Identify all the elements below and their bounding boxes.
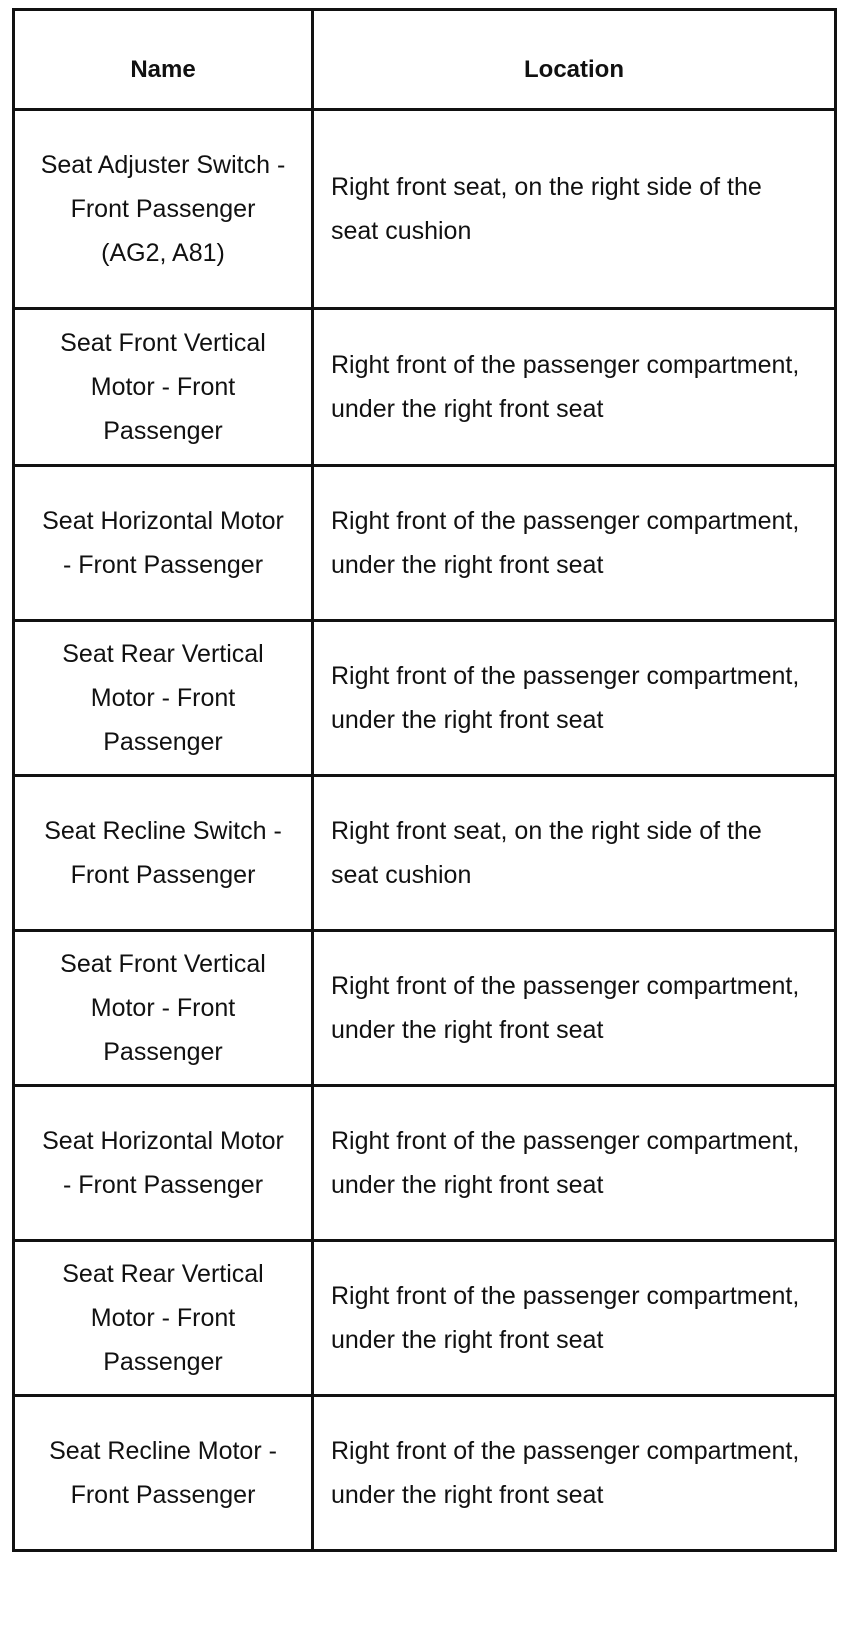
- component-name-cell: Seat Recline Motor - Front Passenger: [14, 1396, 313, 1551]
- component-location-cell: Right front seat, on the right side of the seat cushion: [313, 776, 836, 931]
- component-location-cell: Right front of the passenger compartment, under the right front seat: [313, 621, 836, 776]
- table-row: [14, 1396, 836, 1551]
- component-location-table: [12, 8, 837, 1552]
- table-row: [14, 309, 836, 466]
- component-location-cell: Right front of the passenger compartment, under the right front seat: [313, 931, 836, 1086]
- name-column-header: Name: [14, 10, 313, 110]
- component-location-cell: Right front of the passenger compartment, under the right front seat: [313, 309, 836, 466]
- table-row: [14, 931, 836, 1086]
- component-location-cell: Right front of the passenger compartment, under the right front seat: [313, 1396, 836, 1551]
- component-name-cell: Seat Adjuster Switch - Front Passenger (AG2, A81): [14, 110, 313, 309]
- component-name-cell: Seat Rear Vertical Motor - Front Passenger: [14, 621, 313, 776]
- component-name-cell: Seat Front Vertical Motor - Front Passenger: [14, 931, 313, 1086]
- component-location-cell: Right front of the passenger compartment, under the right front seat: [313, 1086, 836, 1241]
- location-column-header: Location: [313, 10, 836, 110]
- component-location-cell: Right front of the passenger compartment, under the right front seat: [313, 1241, 836, 1396]
- component-name-cell: Seat Horizontal Motor - Front Passenger: [14, 466, 313, 621]
- component-name-cell: Seat Rear Vertical Motor - Front Passenger: [14, 1241, 313, 1396]
- table-row: [14, 466, 836, 621]
- table-header: [14, 10, 836, 110]
- table-row: [14, 621, 836, 776]
- header-row: [14, 10, 836, 110]
- table-body: [14, 110, 836, 1551]
- component-name-cell: Seat Recline Switch - Front Passenger: [14, 776, 313, 931]
- component-location-cell: Right front seat, on the right side of the seat cushion: [313, 110, 836, 309]
- component-name-cell: Seat Front Vertical Motor - Front Passenger: [14, 309, 313, 466]
- table-row: [14, 110, 836, 309]
- component-location-cell: Right front of the passenger compartment, under the right front seat: [313, 466, 836, 621]
- table-row: [14, 776, 836, 931]
- table-row: [14, 1086, 836, 1241]
- table-row: [14, 1241, 836, 1396]
- component-name-cell: Seat Horizontal Motor - Front Passenger: [14, 1086, 313, 1241]
